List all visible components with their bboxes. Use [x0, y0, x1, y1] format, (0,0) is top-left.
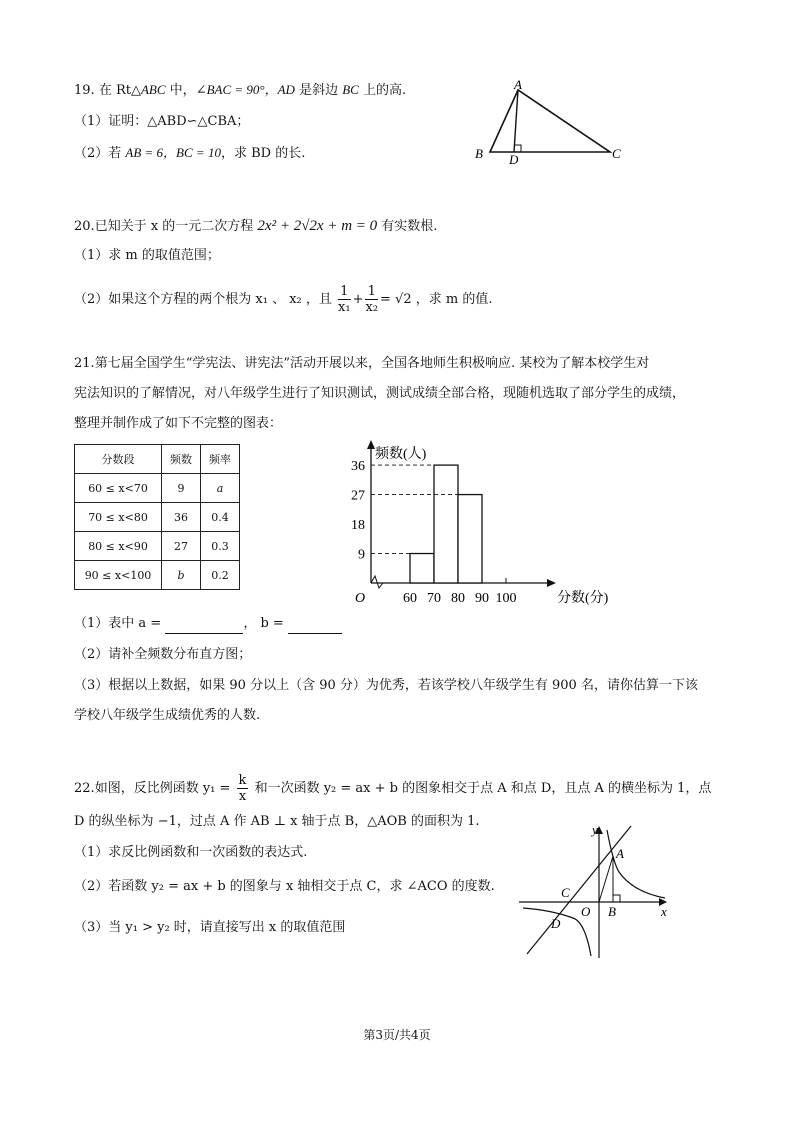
answer-blank-b[interactable] — [288, 619, 342, 634]
table-row — [75, 474, 240, 503]
table-header-cell: 频数 — [162, 445, 201, 474]
table-header-row — [75, 445, 240, 474]
frequency-histogram — [335, 438, 615, 608]
q21-part3-line2: 学校八年级学生成绩优秀的人数. — [74, 708, 261, 723]
table-header-cell: 分数段 — [75, 445, 162, 474]
label-c: C — [612, 146, 621, 161]
table-cell: 0.3 — [201, 532, 240, 561]
q22-line2: D 的纵坐标为 −1，过点 A 作 AB ⊥ x 轴于点 B，△AOB 的面积为 1. — [74, 814, 480, 829]
q22-part1: （1）求反比例函数和一次函数的表达式. — [74, 845, 308, 860]
q22-part2: （2）若函数 y₂ = ax + b 的图象与 x 轴相交于点 C，求 ∠ACO 的度数. — [74, 879, 495, 894]
q20-part2: （2）如果这个方程的两个根为 x₁ 、 x₂ ，且 $\frac{1}{\text{x₁}}$ + $\frac{1}{\text{x₂}}$ = √2 ，求 m 的值. — [74, 284, 493, 315]
label-x: x — [661, 904, 667, 919]
table-header-cell: 频率 — [201, 445, 240, 474]
x-tick-label-80: 80 — [451, 591, 465, 606]
table-cell: 0.2 — [201, 561, 240, 590]
histogram-bar-70-80 — [434, 465, 458, 583]
q21-part2: （2）请补全频数分布直方图； — [74, 647, 252, 662]
table-cell: 70 ≤ x<80 — [75, 503, 162, 532]
y-tick-label-27: 27 — [351, 488, 365, 504]
table-cell: 60 ≤ x<70 — [75, 474, 162, 503]
y-axis-arrow — [367, 440, 375, 449]
histogram-bar-60-70 — [410, 554, 434, 583]
q21-line2: 宪法知识的了解情况，对八年级学生进行了知识测试，测试成绩全部合格，现随机选取了部分学生的成绩， — [74, 386, 686, 401]
axis-break-mark — [371, 576, 383, 588]
table-cell: a — [201, 474, 240, 503]
label-b: B — [608, 904, 616, 919]
q19-stem: 19. 在 Rt△ABC 中，∠BAC = 90°，AD 是斜边 BC 上的高. — [74, 82, 407, 98]
fraction-k-over-x: $\frac{k}{x}$ — [238, 773, 247, 804]
x-tick-label-60: 60 — [403, 591, 417, 606]
right-angle-mark — [613, 895, 620, 902]
label-c: C — [561, 885, 570, 900]
label-o: O — [581, 904, 591, 919]
label-d: D — [551, 916, 561, 931]
x-axis-arrow — [547, 579, 556, 587]
q22-coordinate-figure — [515, 822, 675, 962]
table-cell: 27 — [162, 532, 201, 561]
label-b: B — [475, 146, 483, 161]
triangle-abc — [490, 90, 610, 152]
q19-part2: （2）若 AB = 6，BC = 10，求 BD 的长. — [74, 145, 306, 161]
label-y: y — [592, 822, 598, 837]
table-row — [75, 532, 240, 561]
answer-blank-a[interactable] — [165, 619, 243, 634]
page-footer: 第3页/共4页 — [363, 1028, 431, 1042]
q22-part3: （3）当 y₁ > y₂ 时，请直接写出 x 的取值范围 — [74, 920, 346, 935]
y-tick-label-9: 9 — [358, 547, 365, 563]
fraction-1-over-x2: $\frac{1}{\text{x₂}}$ — [365, 284, 379, 315]
q21-part1: （1）表中 a = ， b = — [74, 614, 342, 634]
table-cell: 90 ≤ x<100 — [75, 561, 162, 590]
label-d: D — [509, 152, 519, 165]
y-tick-label-18: 18 — [351, 518, 365, 534]
y-tick-label-36: 36 — [351, 459, 365, 475]
q20-stem: 20.已知关于 x 的一元二次方程 2x² + 2√2x + m = 0 有实数根. — [74, 218, 438, 234]
label-a: A — [616, 846, 624, 861]
q21-line3: 整理并制作成了如下不完整的图表： — [74, 416, 283, 431]
q21-part3-line1: （3）根据以上数据，如果 90 分以上（含 90 分）为优秀，若该学校八年级学生有 900 名，请你估算一下该 — [74, 678, 698, 693]
fraction-1-over-x1: $\frac{1}{\text{x₁}}$ — [338, 284, 351, 315]
y-axis-label: 频数(人) — [375, 447, 427, 462]
x-tick-label-70: 70 — [427, 591, 441, 606]
label-a: A — [514, 80, 522, 92]
table-row — [75, 503, 240, 532]
x-tick-label-100: 100 — [495, 591, 517, 606]
q19-triangle-figure — [470, 80, 630, 165]
x-tick-label-90: 90 — [475, 591, 489, 606]
table-cell: b — [162, 561, 201, 590]
q20-part1: （1）求 m 的取值范围； — [74, 248, 220, 263]
origin-label: O — [355, 591, 366, 606]
q19-part1: （1）证明：△ABD∽△CBA； — [74, 114, 250, 129]
histogram-bar-80-90 — [458, 495, 482, 583]
q21-line1: 21.第七届全国学生“学宪法、讲宪法”活动开展以来，全国各地师生积极响应. 某校为了解本校学生对 — [74, 356, 650, 371]
table-cell: 0.4 — [201, 503, 240, 532]
q22-line1: 22.如图，反比例函数 y₁ = $\frac{k}{x}$ 和一次函数 y₂ = ax + b 的图象相交于点 A 和点 D，且点 A 的横坐标为 1，点 — [74, 773, 712, 804]
table-cell: 36 — [162, 503, 201, 532]
table-row — [75, 561, 240, 590]
frequency-table — [74, 444, 240, 590]
table-cell: 9 — [162, 474, 201, 503]
hyperbola-branch-1 — [607, 830, 665, 898]
table-cell: 80 ≤ x<90 — [75, 532, 162, 561]
x-axis-label: 分数(分) — [557, 591, 609, 606]
